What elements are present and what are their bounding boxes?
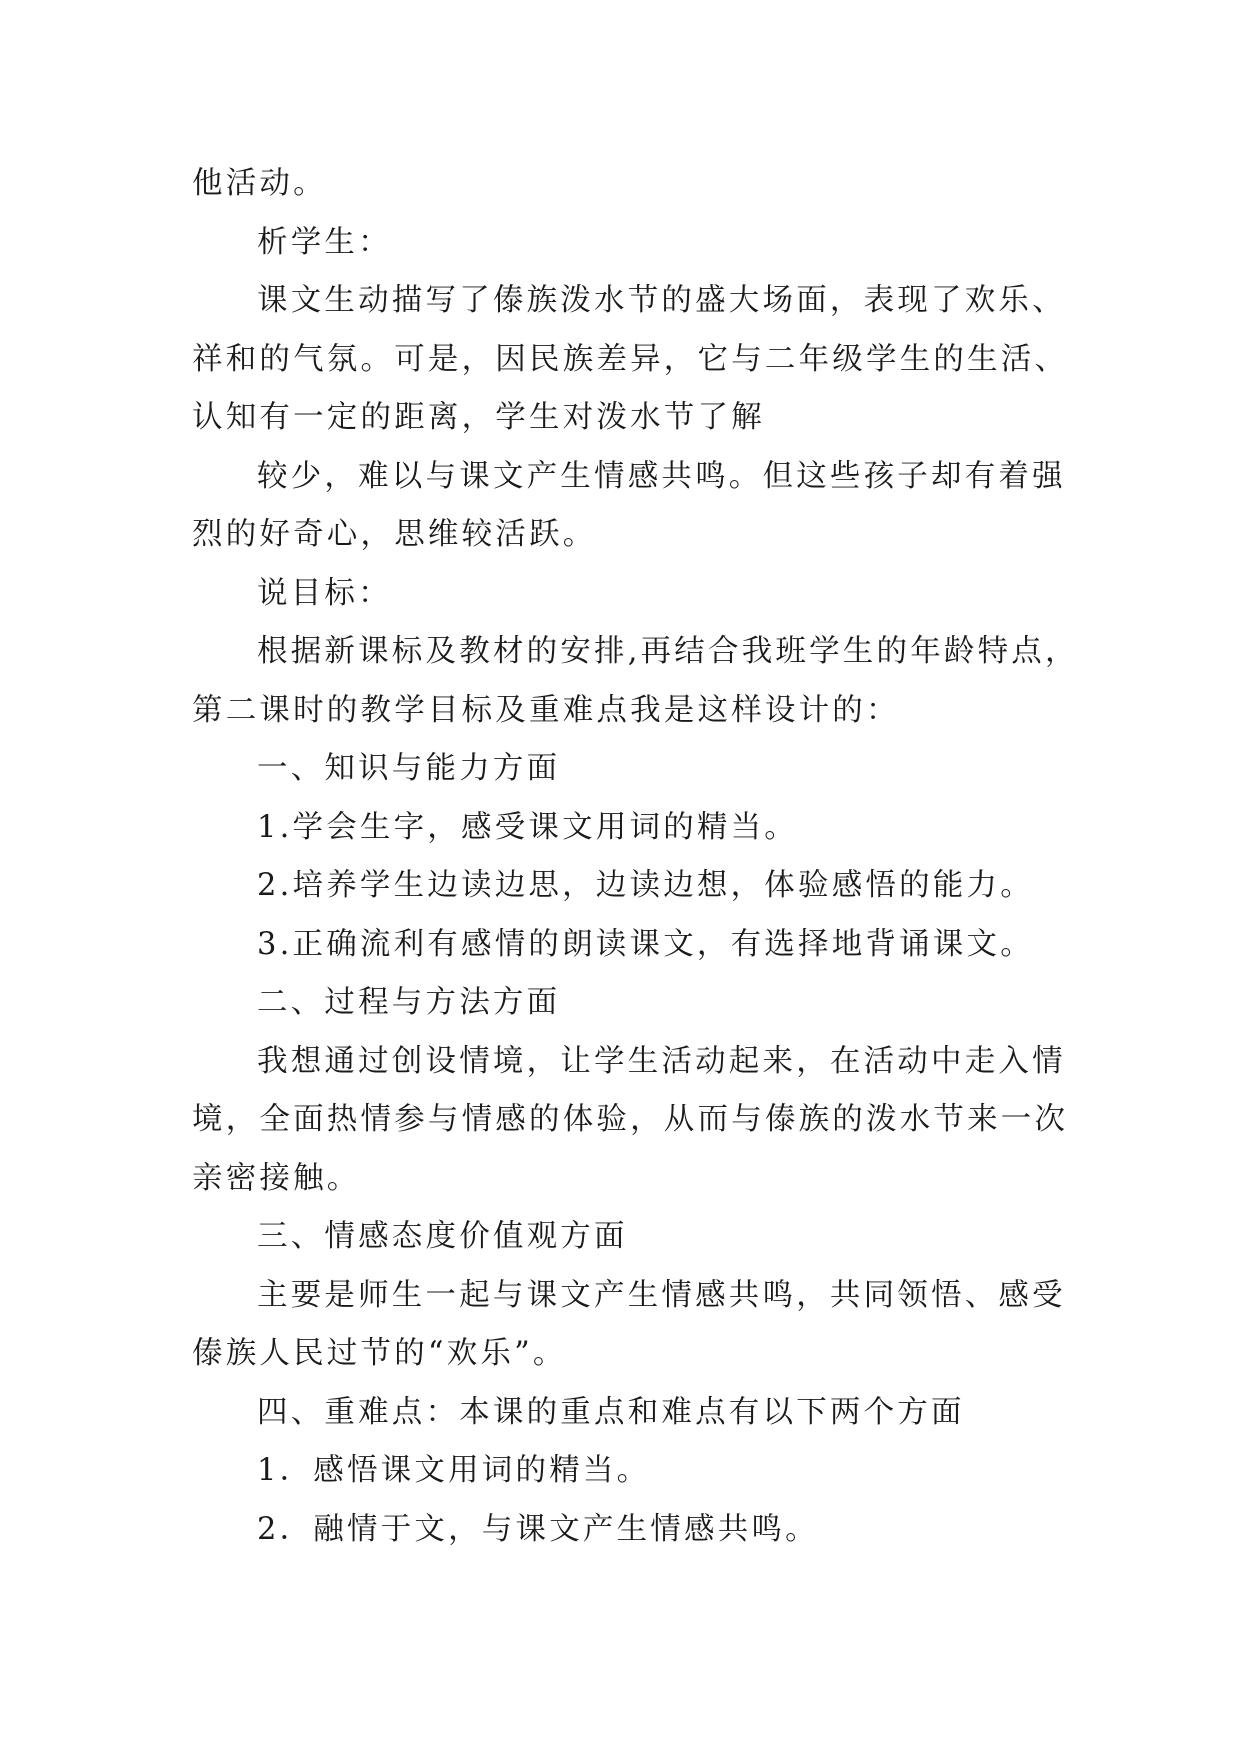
text-line: 他活动。 xyxy=(192,166,327,201)
document-body xyxy=(192,155,1079,1559)
text-line: 烈的好奇心，思维较活跃。 xyxy=(192,517,597,552)
text-line: 根据新课标及教材的安排,再结合我班学生的年龄特点， xyxy=(257,634,1079,669)
section-heading-goals: 说目标： xyxy=(257,575,392,611)
list-item: 2.培养学生边读边思，边读边想，体验感悟的能力。 xyxy=(257,868,1034,903)
text-line: 认知有一定的距离，学生对泼水节了解 xyxy=(192,400,765,435)
text-line: 较少，难以与课文产生情感共鸣。但这些孩子却有着强 xyxy=(257,458,1066,494)
section-heading-analyze-students: 析学生： xyxy=(257,224,392,260)
text-line: 课文生动描写了傣族泼水节的盛大场面，表现了欢乐、 xyxy=(257,283,1066,318)
subheading-emotion-attitude-values: 三、情感态度价值观方面 xyxy=(257,1219,628,1254)
text-line: 我想通过创设情境，让学生活动起来，在活动中走入情 xyxy=(257,1043,1066,1079)
text-line: 主要是师生一起与课文产生情感共鸣，共同领悟、感受 xyxy=(257,1277,1066,1313)
list-item: 1．感悟课文用词的精当。 xyxy=(257,1453,651,1488)
text-line: 第二课时的教学目标及重难点我是这样设计的： xyxy=(192,692,900,728)
subheading-key-difficult-points: 四、重难点：本课的重点和难点有以下两个方面 xyxy=(257,1394,965,1430)
text-line: 祥和的气氛。可是，因民族差异，它与二年级学生的生活、 xyxy=(192,341,1069,377)
text-line: 傣族人民过节的“欢乐”。 xyxy=(192,1336,567,1371)
list-item: 1.学会生字，感受课文用词的精当。 xyxy=(257,809,798,845)
text-line: 境，全面热情参与情感的体验，从而与傣族的泼水节来一次 xyxy=(192,1102,1069,1137)
list-item: 2．融情于文，与课文产生情感共鸣。 xyxy=(257,1511,819,1547)
text-line: 亲密接触。 xyxy=(192,1160,361,1196)
list-item: 3.正确流利有感情的朗读课文，有选择地背诵课文。 xyxy=(257,926,1034,962)
subheading-knowledge-ability: 一、知识与能力方面 xyxy=(257,751,561,786)
subheading-process-method: 二、过程与方法方面 xyxy=(257,985,561,1020)
